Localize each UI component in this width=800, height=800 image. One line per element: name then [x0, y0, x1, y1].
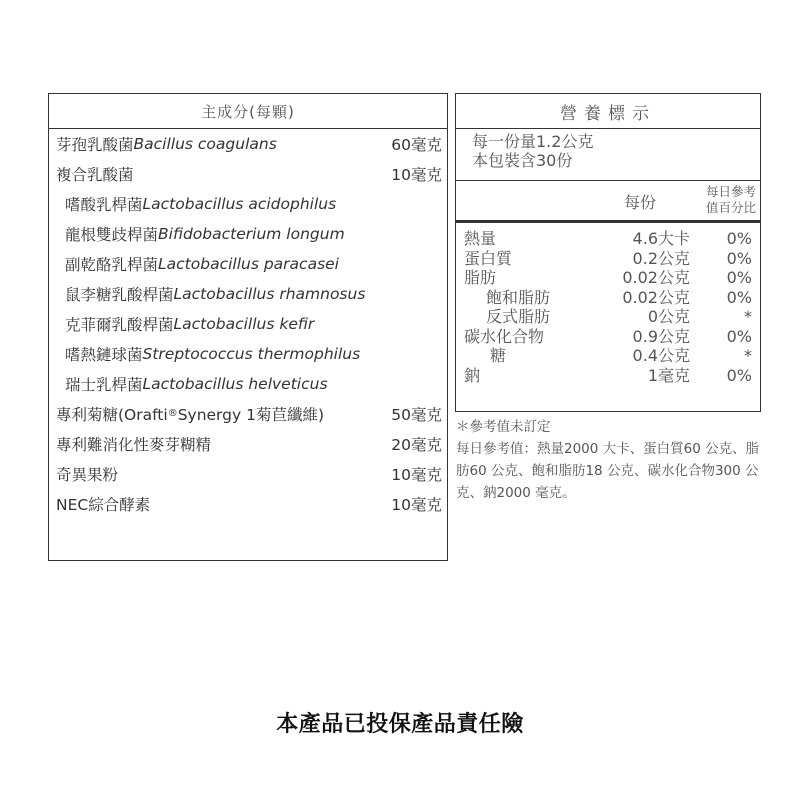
ingredient-amount: 10毫克 [391, 166, 442, 184]
nutrient-row [456, 249, 760, 269]
per-serving-column-label: 每份 [624, 193, 657, 212]
nutrient-row [456, 268, 760, 288]
ingredients-header: 主成分(每顆) [49, 94, 447, 129]
ingredient-name-latin: Bifidobacterium longum [158, 225, 345, 243]
ingredient-name-zh: 鼠李糖乳酸桿菌 [65, 286, 174, 304]
ingredient-amount: 50毫克 [391, 406, 442, 424]
nutrient-daily-value: 0% [726, 268, 752, 287]
nutrient-row [456, 346, 760, 366]
nutrient-amount: 0.2公克 [632, 248, 690, 268]
daily-value-label-line1: 每日參考 [705, 184, 756, 199]
ingredient-name-zh: 嗜熱鏈球菌 [65, 346, 143, 364]
nutrient-daily-value: 0% [726, 229, 752, 248]
nutrient-amount: 0.02公克 [622, 268, 690, 287]
ingredient-subrow [49, 219, 447, 249]
ingredient-subrow [49, 339, 447, 369]
ingredient-row [49, 429, 447, 459]
nutrient-amount: 0.9公克 [632, 326, 690, 346]
ingredient-name-zh: 副乾酪乳桿菌 [65, 256, 159, 274]
ingredient-name-zh: 複合乳酸菌 [56, 166, 134, 184]
nutrient-amount: 0.4公克 [632, 346, 690, 365]
ingredient-subrow [49, 309, 447, 339]
nutrient-amount: 1毫克 [647, 365, 690, 385]
ingredient-name-zh: 芽孢乳酸菌 [56, 136, 134, 154]
ingredients-list [49, 129, 447, 519]
ingredient-row [49, 129, 447, 159]
nutrient-name: 糖 [490, 346, 507, 365]
ingredient-name-latin: Lactobacillus paracasei [158, 255, 339, 273]
nutrient-row [456, 327, 760, 347]
nutrient-daily-value: 0% [726, 248, 752, 268]
nutrient-row [456, 229, 760, 249]
ingredient-amount: 10毫克 [391, 496, 442, 514]
ingredient-row [49, 159, 447, 189]
nutrient-daily-value: * [744, 346, 752, 365]
nutrient-name: 反式脂肪 [486, 307, 551, 326]
ingredient-row [49, 459, 447, 489]
ingredient-name-post: Synergy 1菊苣纖維) [177, 406, 325, 424]
nutrient-row [456, 366, 760, 386]
nutrient-daily-value: * [744, 307, 752, 326]
ingredient-amount: 10毫克 [391, 466, 442, 484]
nutrition-facts-table [455, 93, 761, 412]
ingredient-amount: 20毫克 [391, 436, 442, 454]
nutrient-name: 飽和脂肪 [486, 287, 551, 307]
ingredient-name-latin: Bacillus coagulans [133, 135, 277, 153]
nutrient-row [456, 288, 760, 308]
daily-value-column-label [706, 184, 756, 216]
ingredient-name-zh: 嗜酸乳桿菌 [65, 196, 143, 214]
nutrient-daily-value: 0% [726, 326, 752, 346]
ingredient-row: 專利菊糖(Orafti ® Synergy 1菊苣纖維) 50毫克 [49, 399, 447, 429]
ingredient-name-zh: 專利難消化性麥芽糊精 [56, 436, 212, 454]
ingredient-subrow [49, 189, 447, 219]
daily-value-label-line2: 值百分比 [705, 200, 756, 215]
ingredient-subrow [49, 249, 447, 279]
ingredient-row [49, 489, 447, 519]
ingredients-table [48, 93, 448, 561]
servings-per-pack: 本包裝含30份 [472, 151, 573, 170]
ingredient-name-latin: Lactobacillus kefir [173, 315, 315, 333]
ingredient-amount: 60毫克 [391, 136, 442, 154]
nutrition-rows [456, 223, 760, 385]
ingredient-name-zh: 克菲爾乳酸桿菌 [65, 316, 174, 334]
nutrient-name: 蛋白質 [464, 248, 513, 268]
nutrient-daily-value: 0% [726, 365, 752, 385]
ingredient-name-latin: Streptococcus thermophilus [142, 345, 361, 363]
nutrition-footnote [456, 416, 761, 504]
nutrient-amount: 0公克 [647, 307, 690, 326]
nutrient-name: 熱量 [464, 229, 497, 248]
ingredient-name-zh: 瑞士乳桿菌 [65, 376, 143, 394]
nutrient-name: 鈉 [464, 365, 481, 385]
footnote-daily-values: 每日參考值：熱量2000 大卡、蛋白質60 公克、脂肪60 公克、飽和脂肪18 公克、碳水化合物300 公克、鈉2000 毫克。 [456, 441, 760, 501]
serving-size: 每一份量1.2公克 [472, 132, 594, 151]
nutrient-amount: 4.6大卡 [632, 229, 690, 248]
ingredient-name-zh: NEC綜合酵素 [56, 496, 151, 514]
nutrient-row [456, 307, 760, 327]
nutrition-header: 營養標示 [456, 94, 760, 129]
ingredient-name-latin: Lactobacillus acidophilus [142, 195, 337, 213]
nutrient-name: 碳水化合物 [464, 326, 545, 346]
ingredient-name-zh: 龍根雙歧桿菌 [65, 226, 159, 244]
nutrition-column-headers [456, 181, 760, 223]
ingredient-subrow [49, 369, 447, 399]
nutrient-daily-value: 0% [726, 287, 752, 307]
liability-insurance-statement: 本產品已投保產品責任險 [276, 712, 524, 737]
ingredient-subrow [49, 279, 447, 309]
nutrient-name: 脂肪 [464, 268, 497, 287]
ingredient-name-zh: 奇異果粉 [56, 466, 119, 484]
footnote-asterisk-note: ＊參考值未訂定 [456, 419, 551, 435]
serving-info [456, 129, 760, 181]
ingredient-name-latin: Lactobacillus helveticus [142, 375, 328, 393]
ingredient-name-pre: 專利菊糖(Orafti [56, 406, 168, 424]
ingredient-name-latin: Lactobacillus rhamnosus [173, 285, 366, 303]
nutrient-amount: 0.02公克 [622, 287, 690, 307]
